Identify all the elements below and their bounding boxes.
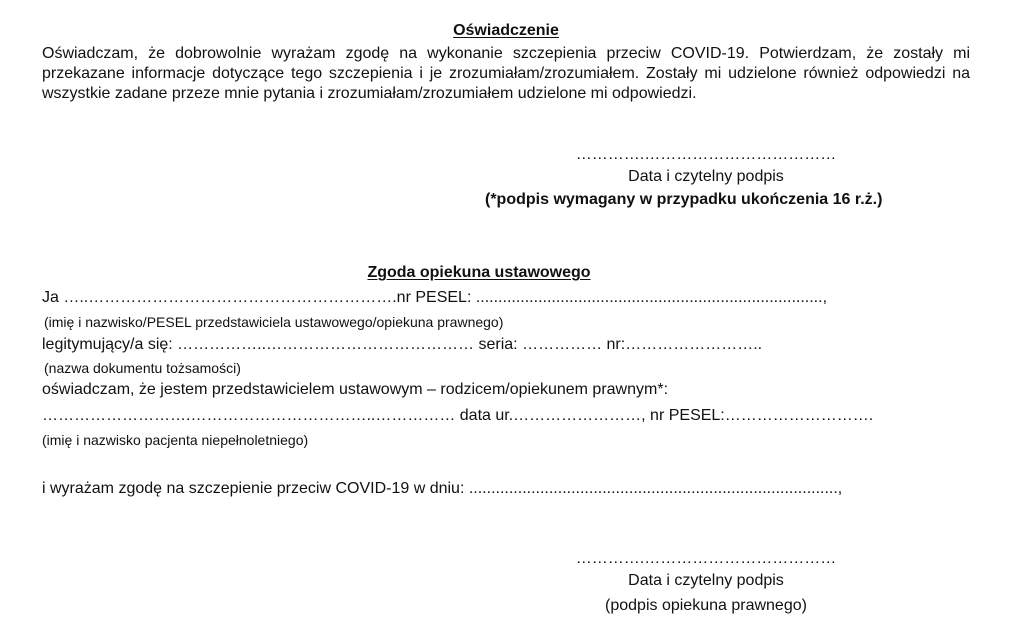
declaration-text: Oświadczam, że dobrowolnie wyrażam zgodę na wykonanie szczepienia przeciw COVID-19. Potwierdzam, że zostały mi przekazane informacje dotyczące tego szczepienia i je zrozumiałam/zrozumiałem. Zostały mi udzielone również odpowiedzi na wszystkie zadane przeze mnie pytania i zrozumiałam/zrozumiałem udzielone mi odpowiedzi. xyxy=(42,45,970,102)
patient-name-birth-pesel-field[interactable]: ……………………….……………………………..…………… data ur.……………………, nr PESEL:………………………. xyxy=(42,407,874,424)
guardian-id-document-field[interactable]: legitymujący/a się: ……………..………………………………… seria: …………… nr:…………………….. xyxy=(42,336,763,353)
guardian-name-pesel-field[interactable]: Ja …..………………………………………………….nr PESEL: .............................................................................., xyxy=(42,289,828,306)
vaccination-date-field[interactable]: i wyrażam zgodę na szczepienie przeciw COVID-19 w dniu: ..................................................................................., xyxy=(42,480,843,497)
guardian-signature-line[interactable]: ………….……………………………… xyxy=(575,550,837,567)
guardian-signature-label: Data i czytelny podpis xyxy=(628,572,784,589)
guardian-id-document-hint: (nazwa dokumentu tożsamości) xyxy=(44,360,241,376)
declaration-signature-line[interactable]: ………….……………………………… xyxy=(575,146,837,163)
declaration-signature-note: (*podpis wymagany w przypadku ukończenia 16 r.ż.) xyxy=(485,191,883,208)
guardian-statement: oświadczam, że jestem przedstawicielem ustawowym – rodzicem/opiekunem prawnym*: xyxy=(42,381,669,398)
declaration-signature-label: Data i czytelny podpis xyxy=(628,168,784,185)
guardian-name-pesel-hint: (imię i nazwisko/PESEL przedstawiciela ustawowego/opiekuna prawnego) xyxy=(44,314,504,330)
guardian-signature-note: (podpis opiekuna prawnego) xyxy=(605,597,807,614)
guardian-title: Zgoda opiekuna ustawowego xyxy=(367,264,591,281)
declaration-title: Oświadczenie xyxy=(453,22,559,39)
patient-name-hint: (imię i nazwisko pacjenta niepełnoletniego) xyxy=(42,432,309,448)
